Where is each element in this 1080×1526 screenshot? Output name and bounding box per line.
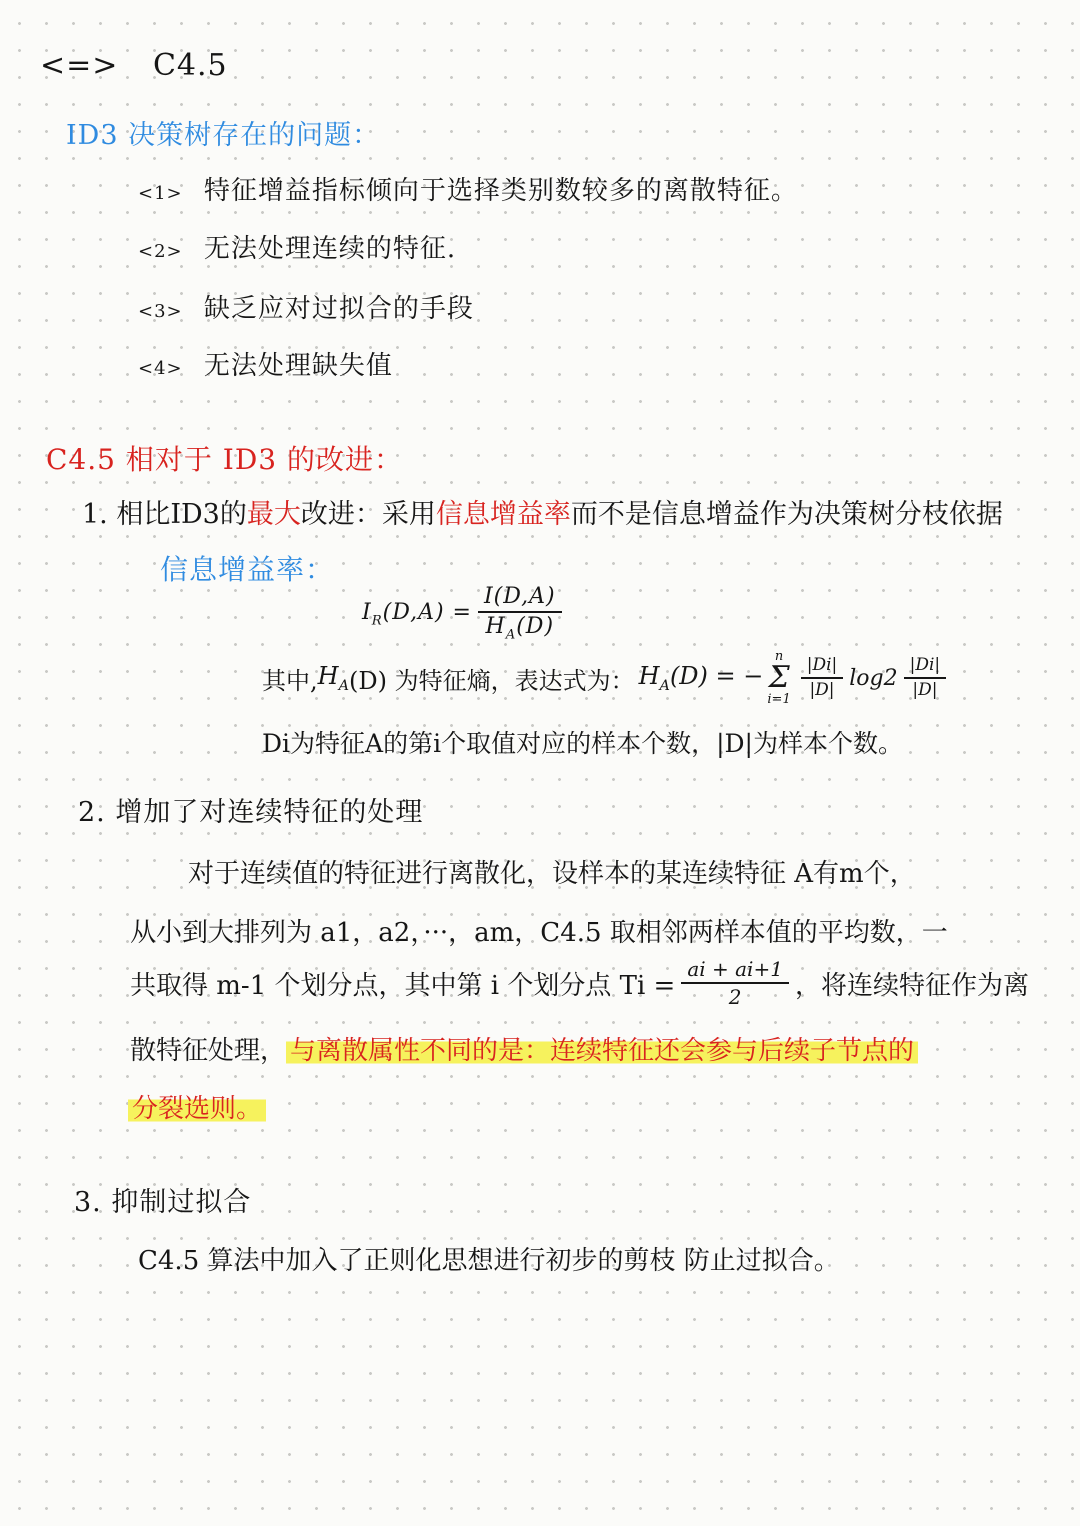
improvement-point-3: 3. 抑制过拟合 [74,1187,252,1218]
formula-lhs: $I_R(D,A)$ = [362,599,472,629]
formula-fraction [478,585,562,643]
problem-text: 缺乏应对过拟合的手段 [203,294,474,324]
split-point-text: 共取得 m-1 个划分点，其中第 i 个划分点 Ti = [130,970,676,1001]
point1-emphasis-gain-ratio: 信息增益率 [435,499,571,530]
problem-number: <3> [138,301,183,322]
point1-middle: 改进：采用 [300,499,436,530]
improvement-point-2: 2. 增加了对连续特征的处理 [78,797,424,828]
entropy-log: log2 [849,665,898,691]
highlighted-note-end: 分裂选则。 [128,1094,266,1124]
improvements-title: C4.5 相对于 ID3 的改进： [46,443,403,476]
entropy-fraction-1: $\frac{|Di|}{|D|}$ [801,656,844,699]
problem-number: <1> [138,183,183,204]
split-point-tail: ，将连续特征作为离 [794,970,1029,1001]
improvement-point-1 [82,492,1003,531]
problem-text: 特征增益指标倾向于选择类别数较多的离散特征。 [203,176,798,206]
entropy-fraction-2: $\frac{|Di|}{|D|}$ [904,656,947,699]
point1-emphasis-largest: 最大 [246,499,301,530]
formula-denominator: $H_A(D)$ [485,614,555,643]
point2-line-4 [130,1030,918,1067]
point2-line-4-plain: 散特征处理， [130,1036,287,1066]
point1-label: 1. 相比ID3的 [82,499,247,530]
section-number: <=> [40,48,119,83]
formula-note: Di为特征A的第i个取值对应的样本个数，|D|为样本个数。 [262,729,903,758]
problem-item-4 [138,345,393,382]
entropy-symbol: $H_A$ [317,662,349,694]
split-point-fraction: $\frac{ai + ai+1}{2}$ [681,958,789,1008]
problem-item-2 [138,228,456,265]
entropy-rhs: $H_A(D)$ = − [638,662,764,694]
point2-line-1: 对于连续值的特征进行离散化，设样本的某连续特征 A有m个， [188,859,916,889]
point1-rest: 而不是信息增益作为决策树分枝依据 [570,499,1003,530]
point2-line-3 [130,958,1029,1008]
gain-ratio-title: 信息增益率： [160,553,335,586]
problem-text: 无法处理缺失值 [203,351,393,381]
problems-title: ID3 决策树存在的问题： [66,120,381,151]
entropy-description: (D) 为特征熵，表达式为： [348,666,635,695]
section-title: C4.5 [152,48,228,83]
formula-numerator: I(D,A) [478,585,562,613]
summation-sign: n Σ i=1 [767,649,791,707]
point2-line-5 [128,1088,266,1125]
gain-ratio-formula [362,585,568,643]
point2-line-2: 从小到大排列为 a1，a2，···，am，C4.5 取相邻两样本值的平均数，一 [130,918,948,948]
problem-item-3 [138,288,474,325]
problem-text: 无法处理连续的特征. [203,234,457,264]
problem-item-1 [138,170,798,207]
problem-number: <4> [138,358,183,379]
entropy-prefix: 其中, [262,666,318,695]
section-heading [40,48,228,83]
entropy-formula [262,650,952,706]
highlighted-note: 与离散属性不同的是：连续特征还会参与后续子节点的 [286,1036,918,1066]
point3-text: C4.5 算法中加入了正则化思想进行初步的剪枝 防止过拟合。 [138,1246,840,1276]
problem-number: <2> [138,241,183,262]
